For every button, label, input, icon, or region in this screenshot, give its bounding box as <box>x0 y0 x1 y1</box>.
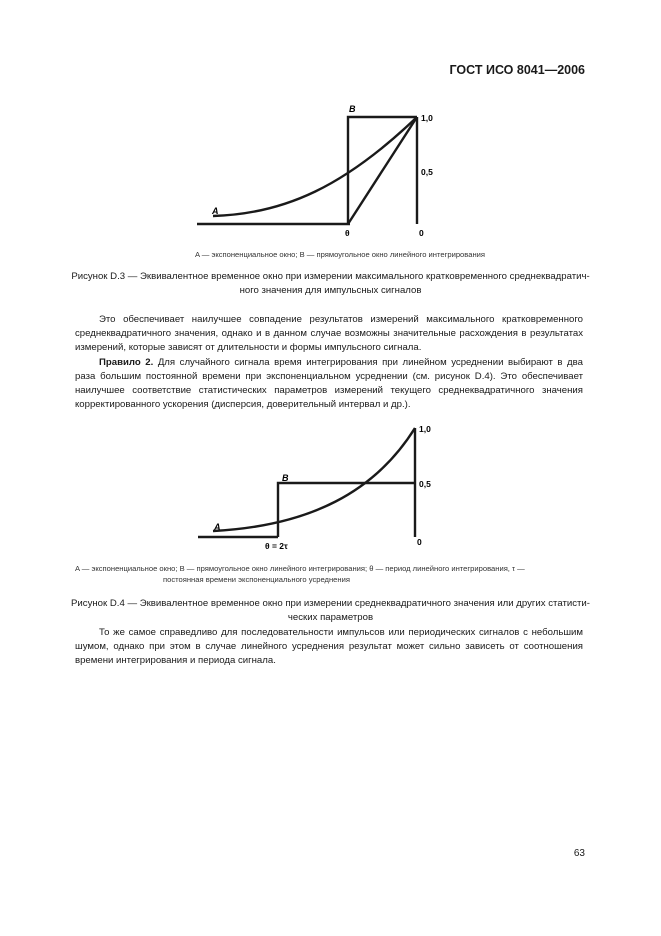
paragraph-3-text: То же самое справедливо для последовательности импульсов или периодических сигналов с небольшим шумом, однако при этом в случае линейного усреднения результат может сильно зависеть от соотношения времени интегрирования и периода сигнала. <box>75 627 583 666</box>
d4-label-b: B <box>282 473 289 483</box>
d4-legend <box>75 563 585 585</box>
d4-legend-line1: A — экспоненциальное окно; B — прямоугольное окно линейного интегрирования; θ — период линейного интегрирования, τ — <box>75 564 525 573</box>
d3-caption <box>40 270 621 298</box>
d3-tick-0-5: 0,5 <box>421 167 433 177</box>
d4-tick-theta: θ = 2τ <box>265 541 288 551</box>
rule-2-label: Правило 2. <box>99 357 154 368</box>
d4-caption-line1: Рисунок D.4 — Эквивалентное временное окно при измерении среднеквадратичного значения или других статисти- <box>71 598 590 609</box>
page-number: 63 <box>573 848 585 859</box>
paragraph-3 <box>75 626 583 668</box>
d3-label-b: B <box>349 104 356 114</box>
d3-tick-zero: 0 <box>419 228 424 238</box>
d4-legend-line2: постоянная времени экспоненциального усреднения <box>163 575 350 584</box>
d3-tick-1-0: 1,0 <box>421 113 433 123</box>
d4-tick-zero: 0 <box>417 537 422 547</box>
document-header: ГОСТ ИСО 8041—2006 <box>449 63 585 77</box>
d4-rect-window-b <box>278 483 415 537</box>
d3-tick-theta: θ <box>345 228 350 238</box>
d4-exponential-curve-a <box>213 428 415 531</box>
d3-caption-line2: ного значения для импульсных сигналов <box>239 285 422 296</box>
d4-tick-1-0: 1,0 <box>419 424 431 434</box>
paragraph-2-text: Для случайного сигнала время интегрирования при линейном усреднении выбирают в два раза большим постоянной времени при экспоненциальном усреднении (см. рисунок D.4). Это обеспечивает наилучшее соответствие статистических параметров измерений текущего среднеквадратичного значения корректированного ускорения (дисперсия, доверительный интервал и др.). <box>75 357 583 410</box>
d3-label-a: A <box>212 206 219 216</box>
paragraph-2 <box>75 356 583 412</box>
d3-caption-line1: Рисунок D.3 — Эквивалентное временное окно при измерении максимального кратковременного среднеквадратич- <box>71 271 590 282</box>
d4-caption <box>40 597 621 625</box>
paragraph-1 <box>75 313 583 355</box>
d4-caption-line2: ческих параметров <box>287 612 374 623</box>
d4-tick-0-5: 0,5 <box>419 479 431 489</box>
d4-label-a: A <box>214 522 221 532</box>
paragraph-1-text: Это обеспечивает наилучшее совпадение результатов измерений максимального кратковременного среднеквадратичного значения, однако и в данном случае возможны значительные расхождения в результатах измерений, которые зависят от длительности и формы импульсного сигнала. <box>75 314 583 353</box>
d3-diagonal <box>348 117 417 224</box>
d3-legend: A — экспоненциальное окно; B — прямоугольное окно линейного интегрирования <box>194 250 486 259</box>
